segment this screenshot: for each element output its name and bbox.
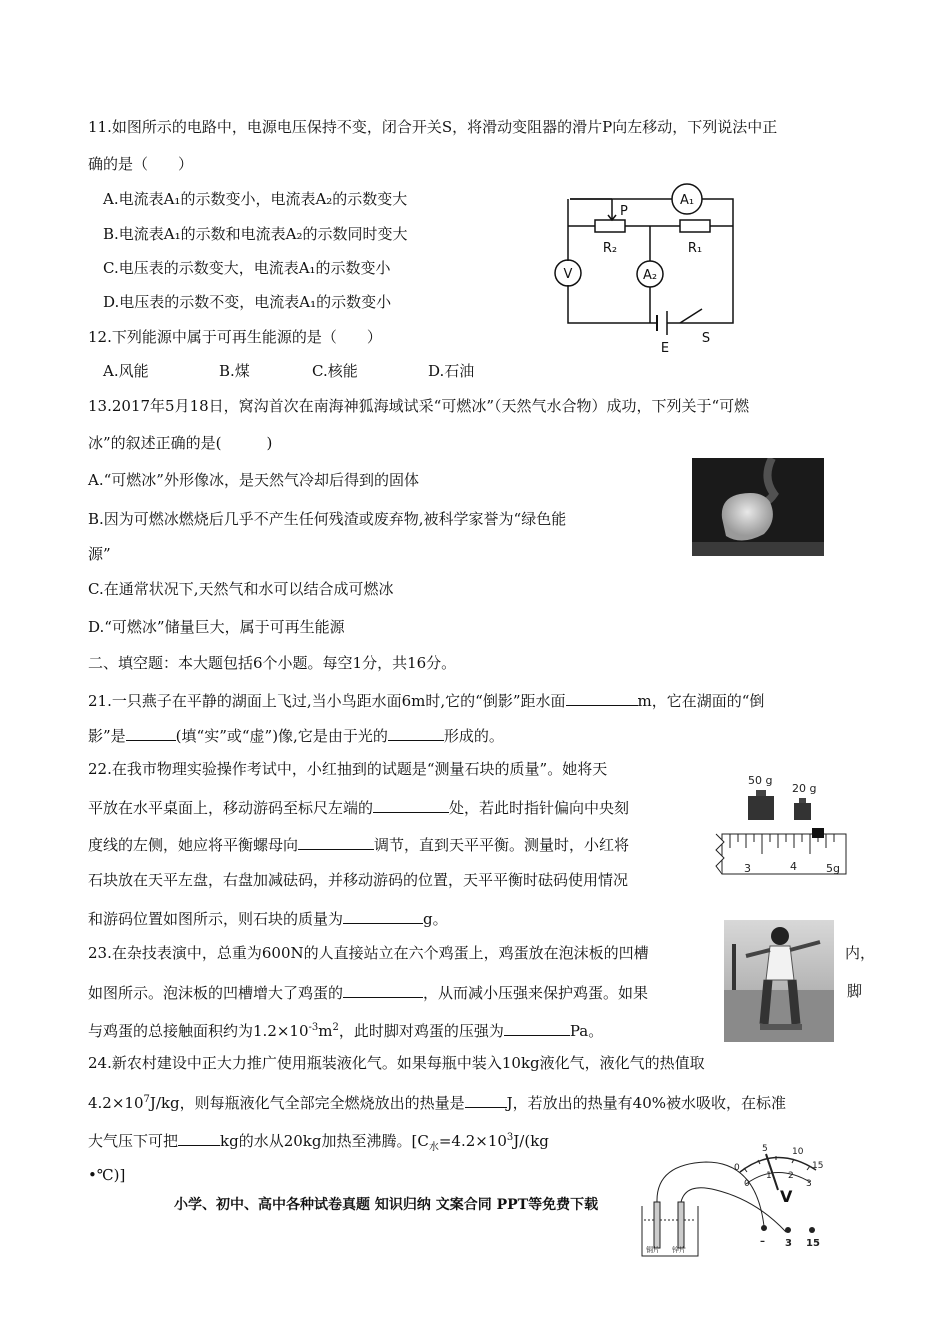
q12-stem: 12.下列能源中属于可再生能源的是（ ）	[88, 328, 382, 346]
q22-blank-1[interactable]	[373, 796, 449, 813]
circuit-label-r1: R₁	[687, 241, 703, 256]
terminal-label-negative: –	[760, 1236, 765, 1247]
terminal-negative-icon	[761, 1225, 767, 1231]
q12-option-d: D.石油	[428, 362, 475, 380]
terminal-3-icon	[785, 1227, 791, 1233]
circuit-label-a2: A₂	[642, 268, 658, 283]
q21-line1	[88, 689, 864, 711]
q13-option-a: A.“可燃冰”外形像冰，是天然气冷却后得到的固体	[88, 471, 419, 489]
q11-option-c: C.电压表的示数变大，电流表A₁的示数变小	[103, 259, 391, 277]
section-2-heading: 二、填空题：本大题包括6个小题。每空1分，共16分。	[88, 654, 457, 672]
q24-blank-2[interactable]	[178, 1129, 220, 1146]
circuit-label-a1: A₁	[679, 193, 695, 208]
beaker-label-copper: 铜片	[646, 1246, 660, 1254]
acrobat-photo	[724, 920, 834, 1042]
q24-text-7: J/(kg	[513, 1132, 549, 1150]
q21-text-2: m，它在湖面的“倒	[637, 692, 765, 710]
q24-text-2: J/kg，则每瓶液化气全部完全燃烧放出的热量是	[149, 1094, 465, 1112]
q11-option-a: A.电流表A₁的示数变小，电流表A₂的示数变大	[103, 190, 408, 208]
q24-blank-1[interactable]	[465, 1091, 507, 1108]
q23-text-2: 内，	[845, 944, 876, 962]
scale-tick-3: 3	[744, 862, 751, 875]
beaker-label-zinc: 锌片	[672, 1246, 686, 1254]
q24-text-5: kg的水从20kg加热至沸腾。[C	[220, 1132, 429, 1150]
footer-text: 小学、初中、高中各种试卷真题 知识归纳 文案合同 PPT等免费下载	[174, 1197, 599, 1213]
circuit-label-p: P	[620, 204, 628, 219]
scale-tick-5g: 5g	[826, 862, 840, 875]
q23-text-9: Pa。	[569, 1022, 604, 1040]
q13-option-b-line2: 源”	[88, 545, 111, 563]
burning-ice-photo	[692, 458, 824, 556]
q24-text-4: 大气压下可把	[88, 1132, 179, 1150]
meter-tick-0-top: 0	[734, 1163, 740, 1173]
q22-text-3: 度线的左侧，她应将平衡螺母向	[88, 836, 299, 854]
q24-line2	[88, 1090, 864, 1113]
q12-option-b: B.煤	[219, 362, 250, 380]
meter-tick-15: 15	[812, 1161, 824, 1171]
q24-text-1: 4.2×10	[88, 1094, 144, 1112]
q22-line1: 22.在我市物理实验操作考试中，小红抽到的试题是“测量石块的质量”。她将天	[88, 760, 608, 778]
q22-blank-3[interactable]	[343, 907, 423, 924]
q24-text-3: J，若放出的热量有40%被水吸收，在标准	[506, 1094, 787, 1112]
weight-label-20g: 20 g	[792, 782, 817, 795]
q22-text-1: 平放在水平桌面上，移动游码至标尺左端的	[88, 799, 374, 817]
q13-stem-line2: 冰”的叙述正确的是( )	[88, 434, 273, 452]
q11-option-b: B.电流表A₁的示数和电流表A₂的示数同时变大	[103, 225, 408, 243]
meter-tick-1: 1	[766, 1171, 772, 1181]
terminal-15-icon	[809, 1227, 815, 1233]
weight-20g-icon	[794, 798, 811, 820]
q11-stem-line2: 确的是（ ）	[88, 155, 194, 173]
weight-50g-icon	[748, 790, 774, 820]
q13-option-c: C.在通常状况下,天然气和水可以结合成可燃冰	[88, 580, 394, 598]
circuit-label-s: S	[701, 331, 711, 346]
q23-text-1: 23.在杂技表演中，总重为600N的人直接站立在六个鸡蛋上，鸡蛋放在泡沫板的凹槽	[88, 944, 649, 962]
circuit-label-e: E	[660, 341, 670, 356]
q22-text-6: g。	[423, 910, 448, 928]
meter-tick-10: 10	[792, 1147, 804, 1157]
circuit-label-v: V	[563, 267, 573, 282]
q21-text-3: 影”是	[88, 727, 126, 745]
q23-exponent: -3	[308, 1022, 319, 1033]
q24-line4: •℃)]	[88, 1166, 126, 1184]
balance-scale-figure	[712, 770, 852, 888]
circuit-label-r2: R₂	[602, 241, 618, 256]
q11-stem-line1: 11.如图所示的电路中，电源电压保持不变，闭合开关S，将滑动变阻器的滑片P向左移动，下列说法中正	[88, 118, 778, 136]
q22-line4: 石块放在天平左盘，右盘加减砝码，并移动游码的位置，天平平衡时砝码使用情况	[88, 871, 629, 889]
q24-exponent-2: 3	[506, 1132, 514, 1143]
q22-text-4: 调节，直到天平平衡。测量时，小红将	[374, 836, 630, 854]
q22-blank-2[interactable]	[298, 833, 374, 850]
q13-option-d: D.“可燃冰”储量巨大，属于可再生能源	[88, 618, 345, 636]
meter-tick-0-bottom: 0	[744, 1179, 750, 1189]
meter-symbol: V	[780, 1187, 793, 1206]
q21-text-4: (填“实”或“虚”)像,它是由于光的	[175, 727, 388, 745]
q24-text-6: =4.2×10	[438, 1132, 507, 1150]
q21-blank-2[interactable]	[126, 724, 176, 741]
q23-text-4: ，从而减小压强来保护鸡蛋。如果	[423, 984, 649, 1002]
meter-tick-2: 2	[788, 1171, 794, 1181]
q21-text-1: 21.一只燕子在平静的湖面上飞过,当小鸟距水面6m时,它的“倒影”距水面	[88, 692, 566, 710]
q22-text-5: 和游码位置如图所示，则石块的质量为	[88, 910, 344, 928]
q21-line2	[88, 724, 864, 746]
q12-option-a: A.风能	[103, 362, 149, 380]
q23-text-8: ，此时脚对鸡蛋的压强为	[338, 1022, 504, 1040]
q12-option-c: C.核能	[312, 362, 358, 380]
q23-text-3: 如图所示。泡沫板的凹槽增大了鸡蛋的	[88, 984, 344, 1002]
terminal-label-3: 3	[785, 1238, 792, 1249]
q21-text-5: 形成的。	[443, 727, 504, 745]
meter-tick-5: 5	[762, 1144, 768, 1154]
q23-text-5: 脚	[847, 982, 863, 1000]
q13-option-b-line1: B.因为可燃冰燃烧后几乎不产生任何残渣或废弃物,被科学家誉为“绿色能	[88, 510, 567, 528]
q11-option-d: D.电压表的示数不变，电流表A₁的示数变小	[103, 293, 392, 311]
q21-blank-3[interactable]	[388, 724, 444, 741]
scale-tick-4: 4	[790, 860, 797, 873]
q22-text-2: 处，若此时指针偏向中央刻	[449, 799, 630, 817]
terminal-label-15: 15	[806, 1238, 820, 1249]
rider-icon	[812, 828, 824, 838]
weight-label-50g: 50 g	[748, 774, 773, 787]
q24-line1: 24.新农村建设中正大力推广使用瓶装液化气。如果每瓶中装入10kg液化气，液化气的热值取	[88, 1054, 705, 1072]
q23-square: 2	[332, 1022, 339, 1033]
q13-stem-line1: 13.2017年5月18日，窝沟首次在南海神狐海域试采“可燃冰”（天然气水合物）成功，下列关于“可燃	[88, 397, 750, 415]
q23-blank-2[interactable]	[504, 1019, 570, 1036]
q21-blank-1[interactable]	[566, 689, 638, 706]
q23-text-6: 与鸡蛋的总接触面积约为1.2×10	[88, 1022, 309, 1040]
q24-subscript: 水	[428, 1142, 439, 1153]
q24-exponent-1: 7	[143, 1094, 150, 1105]
q23-blank-1[interactable]	[343, 981, 423, 998]
voltmeter-figure	[616, 1140, 846, 1262]
q23-text-7: m	[318, 1022, 333, 1040]
meter-tick-3: 3	[806, 1179, 812, 1189]
